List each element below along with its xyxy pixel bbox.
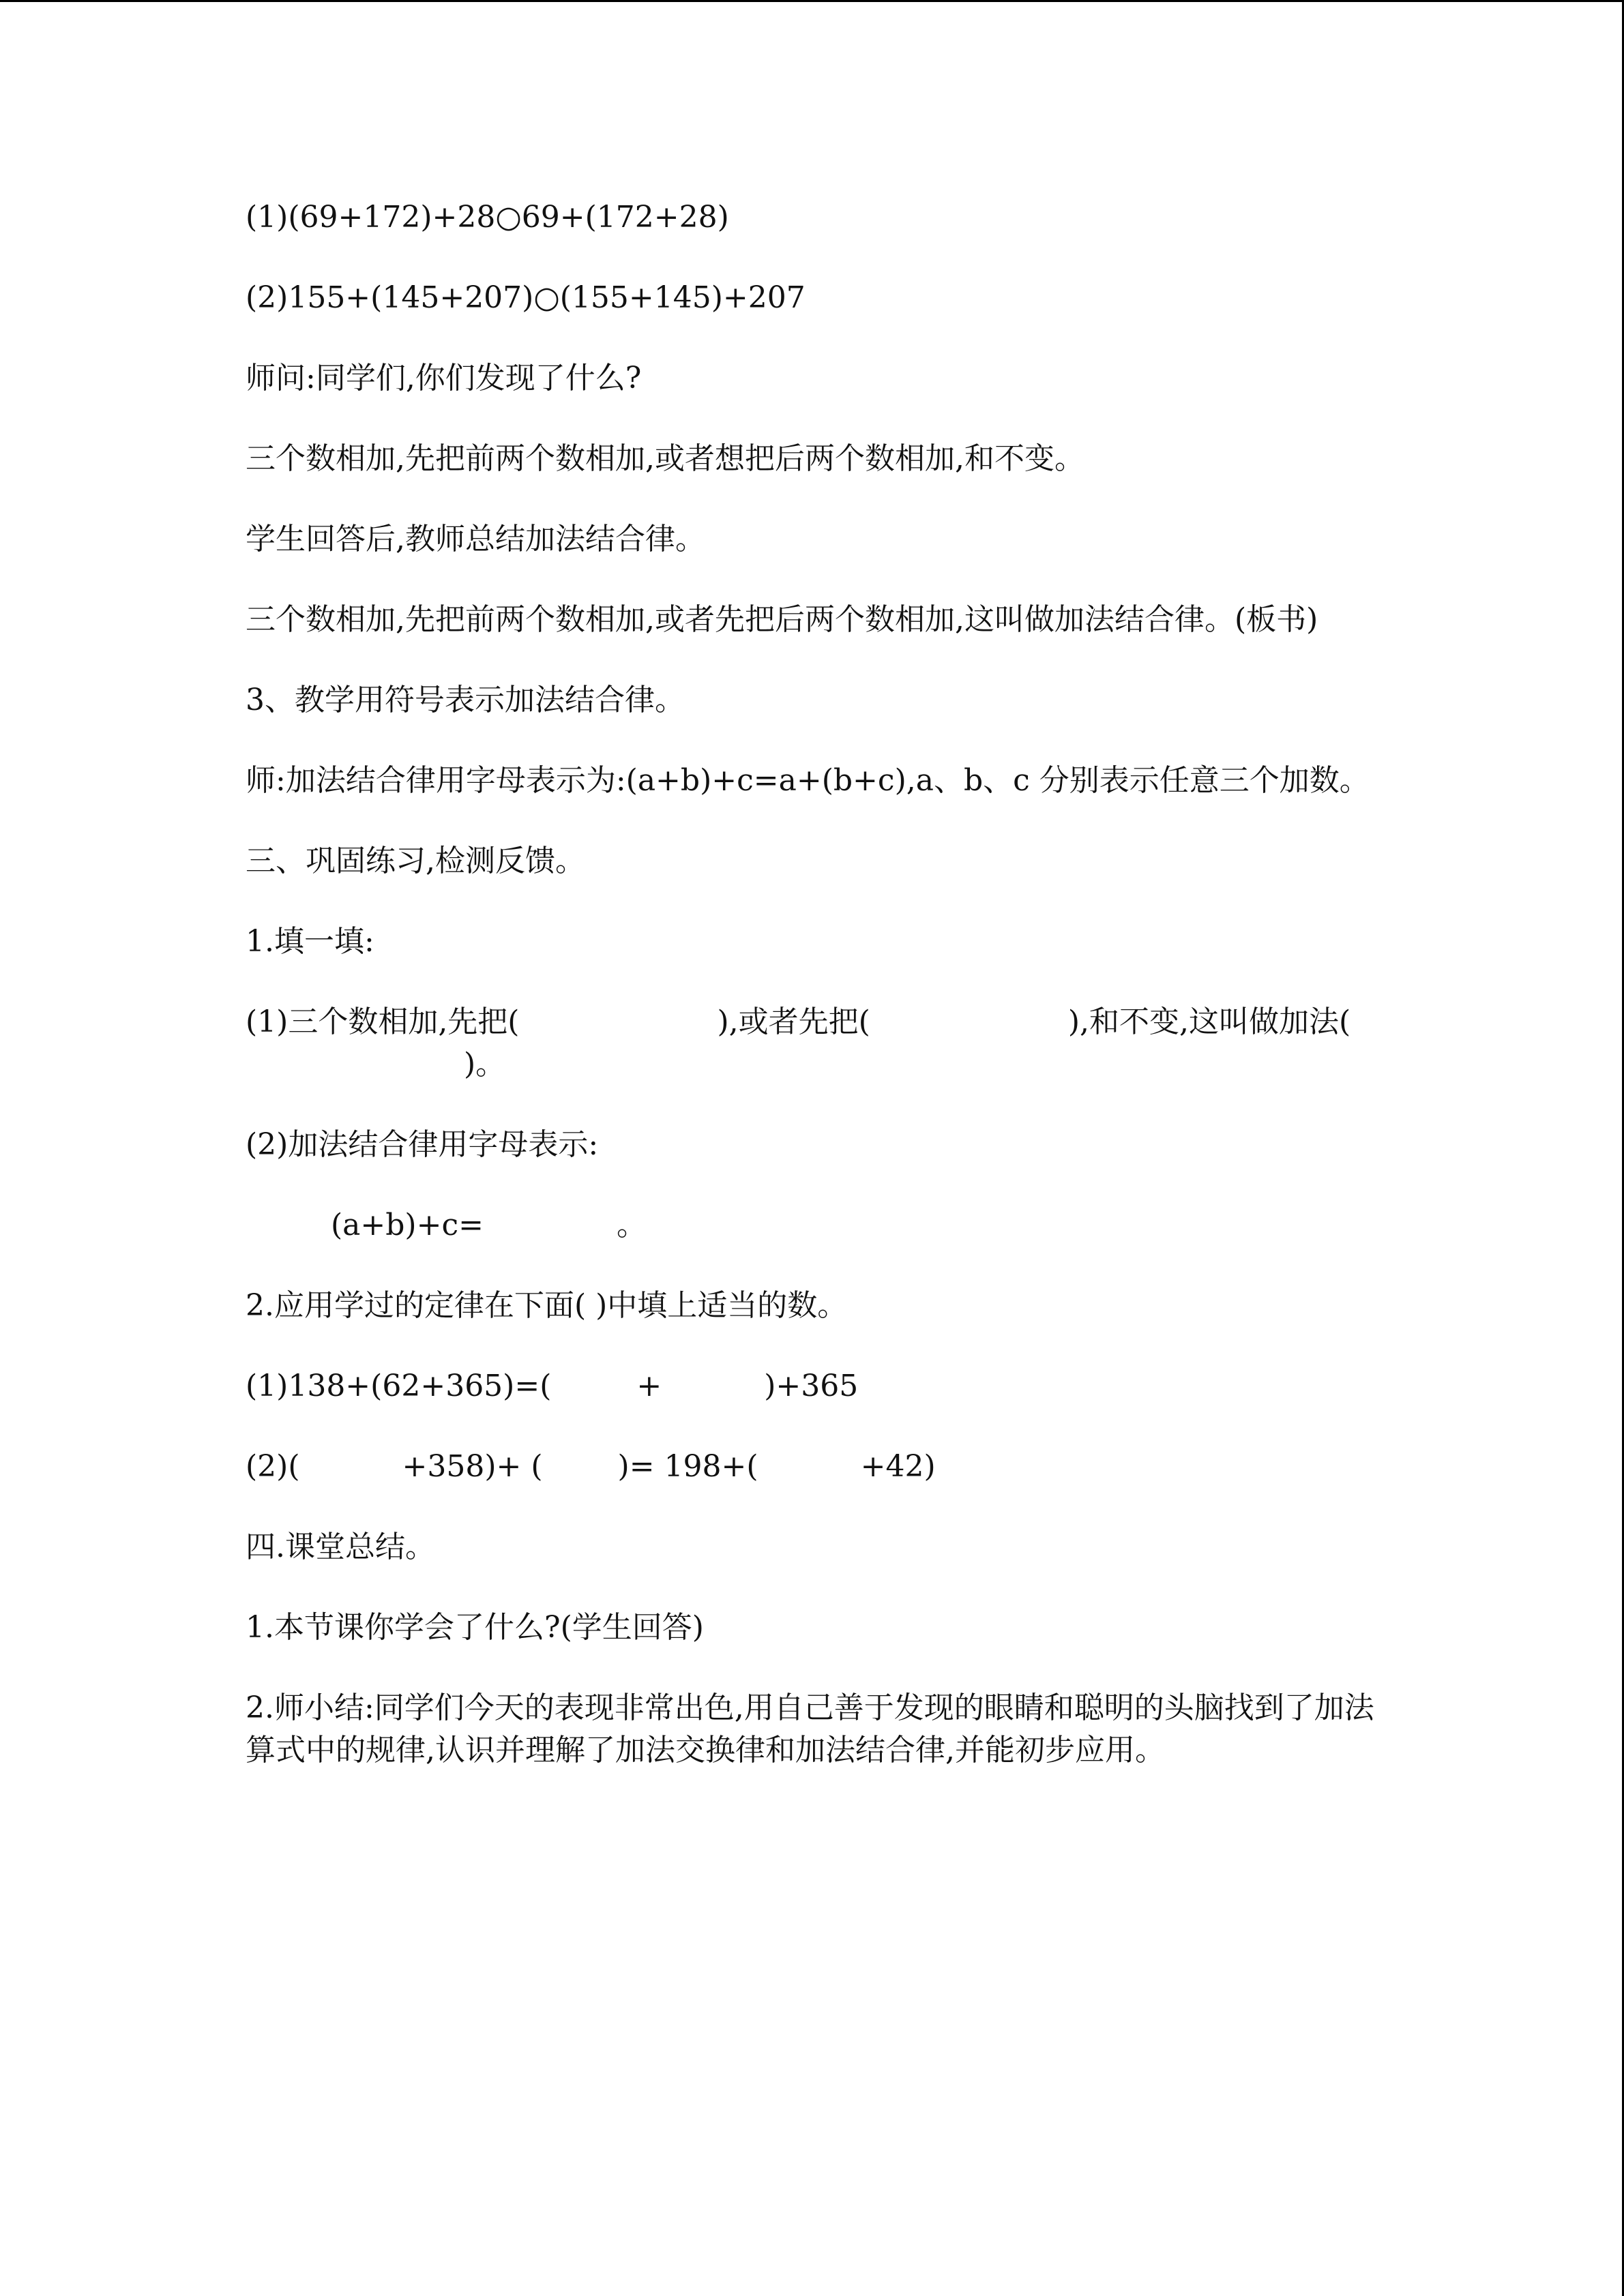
section-summary-heading: 四.课堂总结。 — [246, 1530, 435, 1564]
item2-text-d: +42) — [860, 1449, 936, 1484]
discovery-statement: 三个数相加,先把前两个数相加,或者想把后两个数相加,和不变。 — [246, 441, 1084, 476]
fill-in-heading: 1.填一填: — [246, 924, 374, 959]
associative-law-formula-text: 师:加法结合律用字母表示为:(a+b)+c=a+(b+c),a、b、c 分别表示任意三个加数。 — [246, 763, 1370, 798]
fill-in-item-2: (2)加法结合律用字母表示: — [246, 1127, 599, 1162]
teacher-summary-intro: 学生回答后,教师总结加法结合律。 — [246, 522, 705, 556]
fill-in-text-d: )。 — [464, 1047, 506, 1082]
item2-text-c: )= 198+( — [617, 1449, 758, 1484]
item2-text-b: +358)+ ( — [402, 1449, 543, 1484]
item1-text-b: + — [636, 1369, 662, 1403]
fill-in-text-b: ),或者先把( — [717, 1004, 870, 1039]
fill-in-text-a: (1)三个数相加,先把( — [246, 1004, 520, 1039]
apply-law-item-2 — [246, 1446, 1391, 1488]
exercise-line-1: (1)(69+172)+28○69+(172+28) — [246, 200, 729, 235]
exercise-line-2: (2)155+(145+207)○(155+145)+207 — [246, 280, 806, 315]
formula-end: 。 — [616, 1208, 647, 1242]
teacher-closing-remark: 2.师小结:同学们今天的表现非常出色,用自己善于发现的眼睛和聪明的头脑找到了加法算式中的规律,认识并理解了加法交换律和加法结合律,并能初步应用。 — [246, 1690, 1374, 1768]
fill-in-item-1 — [246, 1001, 1391, 1086]
section-practice-heading: 三、巩固练习,检测反馈。 — [246, 844, 585, 878]
document-body — [246, 196, 1391, 1810]
apply-law-item-1 — [246, 1365, 1391, 1407]
item1-text-a: (1)138+(62+365)=( — [246, 1369, 552, 1403]
formula-left: (a+b)+c= — [331, 1208, 484, 1242]
fill-in-text-c: ),和不变,这叫做加法( — [1067, 1004, 1351, 1039]
associative-law-definition: 三个数相加,先把前两个数相加,或者先把后两个数相加,这叫做加法结合律。(板书) — [246, 602, 1318, 637]
item2-text-a: (2)( — [246, 1449, 300, 1484]
item1-text-c: )+365 — [764, 1369, 859, 1403]
apply-law-heading: 2.应用学过的定律在下面( )中填上适当的数。 — [246, 1288, 848, 1323]
teacher-question: 师问:同学们,你们发现了什么? — [246, 361, 642, 396]
formula-blank-line — [246, 1204, 1391, 1247]
section-symbol-heading: 3、教学用符号表示加法结合律。 — [246, 683, 685, 717]
summary-question: 1.本节课你学会了什么?(学生回答) — [246, 1610, 704, 1645]
